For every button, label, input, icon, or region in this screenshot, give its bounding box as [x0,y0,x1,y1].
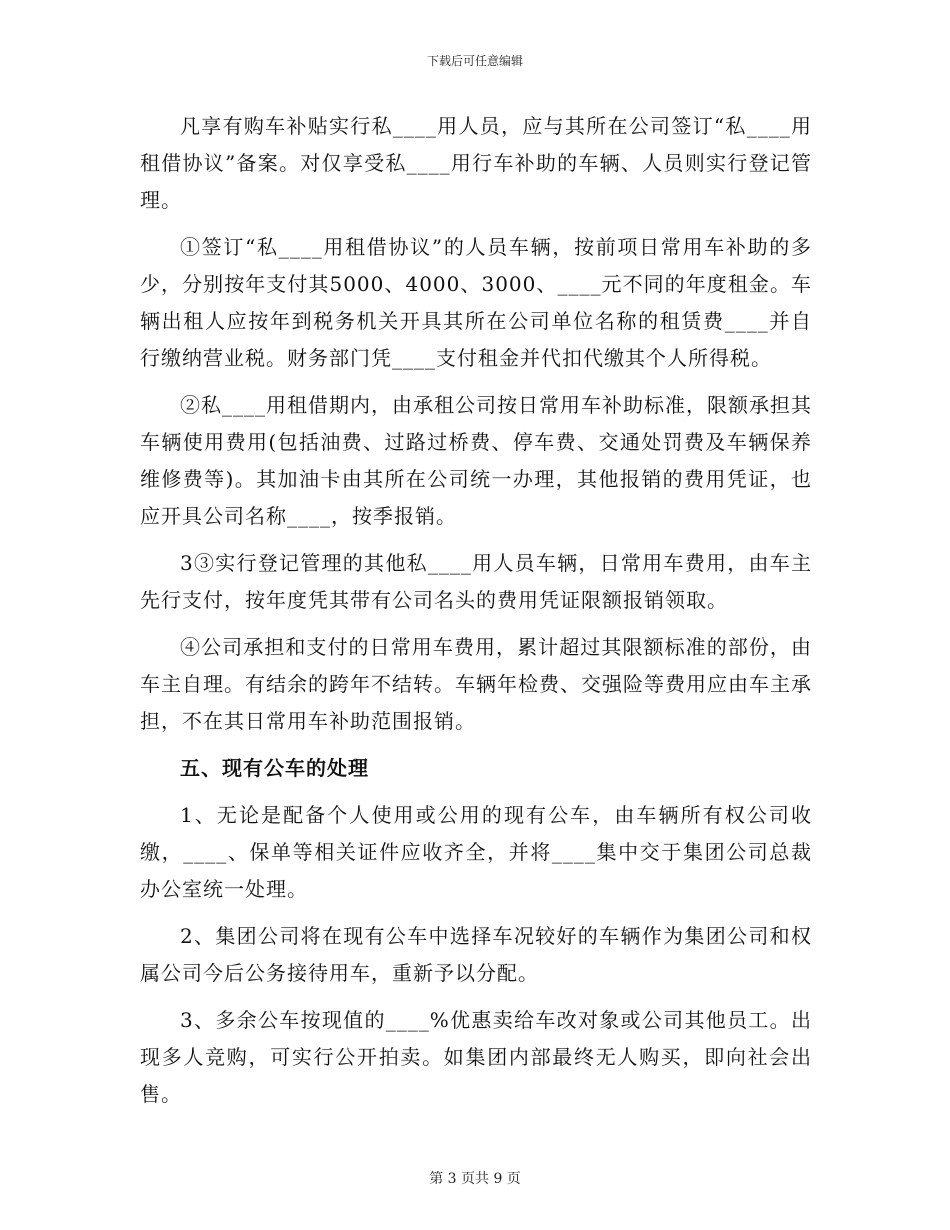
section-paragraph-2: 2、集团公司将在现有公车中选择车况较好的车辆作为集团公司和权属公司今后公务接待用车，重新予以分配。 [140,924,812,985]
paragraph-item-1: ①签订“私____用租借协议”的人员车辆，按前项日常用车补助的多少，分别按年支付其5000、4000、3000、____元不同的年度租金。车辆出租人应按年到税务机关开具其所在公司单位名称的租赁费____并自行缴纳营业税。财务部门凭____支付租金并代扣代缴其个人所得税。 [140,235,812,370]
paragraph-item-2: ②私____用租借期内，由承租公司按日常用车补助标准，限额承担其车辆使用费用(包括油费、过路过桥费、停车费、交通处罚费及车辆保养维修费等)。其加油卡由其所在公司统一办理，其他报销的费用凭证，也应开具公司名称____，按季报销。 [140,393,812,528]
section-paragraph-3: 3、多余公车按现值的____%优惠卖给车改对象或公司其他员工。出现多人竞购，可实行公开拍卖。如集团内部最终无人购买，即向社会出售。 [140,1008,812,1106]
paragraph-item-3: 3③实行登记管理的其他私____用人员车辆，日常用车费用，由车主先行支付，按年度凭其带有公司名头的费用凭证限额报销领取。 [140,551,812,612]
page-footer: 第 3 页共 9 页 [429,1171,521,1187]
page-header: 下载后可任意编辑 [426,54,523,68]
section-heading: 五、现有公车的处理 [180,756,369,780]
paragraph-intro: 凡享有购车补贴实行私____用人员，应与其所在公司签订“私____用租借协议”备案。对仅享受私____用行车补助的车辆、人员则实行登记管理。 [140,114,812,212]
section-paragraph-1: 1、无论是配备个人使用或公用的现有公车，由车辆所有权公司收缴，____、保单等相关证件应收齐全，并将____集中交于集团公司总裁办公室统一处理。 [140,803,812,901]
paragraph-item-4: ④公司承担和支付的日常用车费用，累计超过其限额标准的部份，由车主自理。有结余的跨年不结转。车辆年检费、交强险等费用应由车主承担，不在其日常用车补助范围报销。 [140,635,812,733]
document-body [140,108,812,1123]
